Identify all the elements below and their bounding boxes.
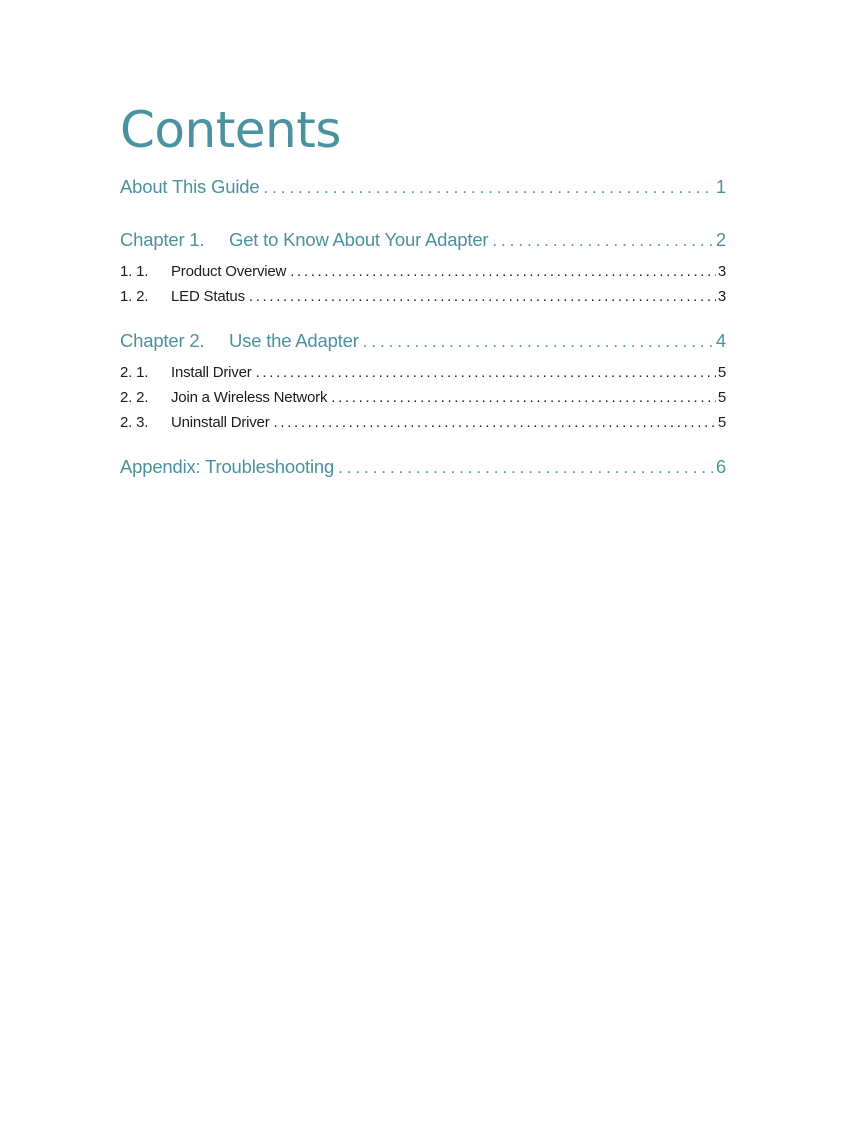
toc-dot-leader	[249, 287, 716, 307]
toc-page-number: 6	[715, 456, 726, 477]
toc-page-number: 1	[715, 176, 726, 197]
toc-entry-uninstall-driver[interactable]	[120, 413, 726, 433]
toc-entry-label: Use the Adapter	[229, 330, 359, 351]
toc-entry-number: Chapter 2.	[120, 330, 205, 351]
toc-entry-led-status[interactable]	[120, 287, 726, 307]
toc-entry-label: Product Overview	[171, 263, 287, 280]
toc-entry-label: Install Driver	[171, 364, 252, 381]
toc-entry-install-driver[interactable]	[120, 363, 726, 383]
toc-entry-label: LED Status	[171, 288, 245, 305]
toc-page-number: 5	[717, 364, 726, 381]
toc-page-number: 3	[717, 263, 726, 280]
toc-entry-appendix-troubleshooting[interactable]	[120, 455, 726, 479]
toc-entry-join-wireless-network[interactable]	[120, 388, 726, 408]
toc-entry-label: About This Guide	[120, 176, 260, 197]
toc-entry-label: Appendix: Troubleshooting	[120, 456, 335, 477]
toc-page-number: 3	[717, 288, 726, 305]
toc-dot-leader	[263, 175, 713, 200]
toc-entry-chapter-1[interactable]	[120, 228, 726, 252]
toc-page-number: 5	[717, 414, 726, 431]
toc-page-number: 5	[717, 389, 726, 406]
toc-entry-number: 1. 1.	[120, 263, 149, 280]
toc-entry-number: Chapter 1.	[120, 229, 205, 250]
toc-entry-chapter-2[interactable]	[120, 329, 726, 353]
toc-dot-leader	[256, 363, 716, 383]
toc-dot-leader	[331, 388, 716, 408]
toc-entry-label: Join a Wireless Network	[171, 389, 328, 406]
toc-entry-number: 2. 1.	[120, 364, 149, 381]
toc-entry-number: 1. 2.	[120, 288, 149, 305]
toc-entry-product-overview[interactable]	[120, 262, 726, 282]
page-title: Contents	[120, 101, 341, 159]
toc-entry-number: 2. 3.	[120, 414, 149, 431]
toc-dot-leader	[290, 262, 716, 282]
toc-dot-leader	[363, 329, 714, 354]
toc-page-number: 4	[715, 330, 726, 351]
toc-dot-leader	[338, 455, 714, 480]
toc-dot-leader	[492, 228, 714, 253]
toc-entry-label: Uninstall Driver	[171, 414, 270, 431]
toc-page-number: 2	[715, 229, 726, 250]
toc-entry-number: 2. 2.	[120, 389, 149, 406]
toc-dot-leader	[274, 413, 716, 433]
toc-entry-label: Get to Know About Your Adapter	[229, 229, 489, 250]
toc-entry-about-this-guide[interactable]	[120, 175, 726, 199]
